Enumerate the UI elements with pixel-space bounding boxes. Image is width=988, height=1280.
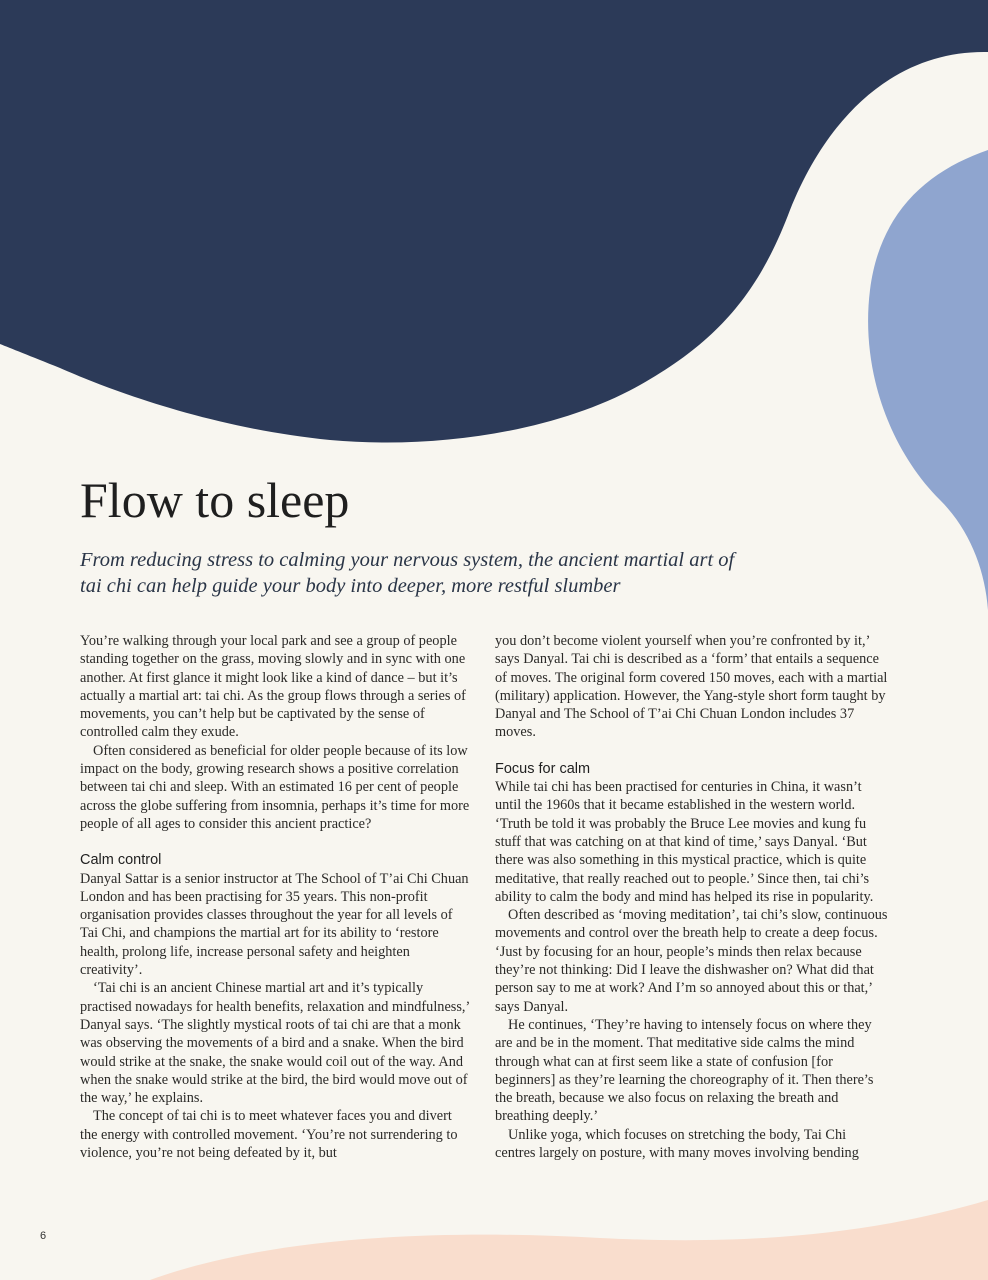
body-paragraph: While tai chi has been practised for centuries in China, it wasn’t until the 1960s that it became established in the western world. ‘Truth be told it was probably the Bruce Lee movies and kung fu stuff that was catching on at that kind of time,’ says Danyal. ‘But there was also something in this mystical practice, which is quite meditative, that really reached out to people.’ Since then, tai chi’s ability to calm the body and mind has helped its rise in popularity. <box>495 779 874 905</box>
body-paragraph: you don’t become violent yourself when you’re confronted by it,’ says Danyal. Tai chi is described as a ‘form’ that entails a sequence of moves. The original form covered 150 moves, each with a martial (military) application. However, the Yang-style short form taught by Danyal and The School of T’ai Chi Chuan London includes 37 moves. <box>495 633 888 741</box>
right-column <box>495 632 890 1162</box>
body-paragraph: Often considered as beneficial for older people because of its low impact on the body, growing research shows a positive correlation between tai chi and sleep. With an estimated 16 per cent of people across the globe suffering from insomnia, perhaps it’s time for more people of all ages to consider this ancient practice? <box>80 742 470 832</box>
body-paragraph: ‘Tai chi is an ancient Chinese martial art and it’s typically practised nowadays for health benefits, relaxation and mindfulness,’ Danyal says. ‘The slightly mystical roots of tai chi are that a monk was observing the movements of a bird and a snake. When the bird would strike at the snake, the snake would coil out of the way. And when the snake would strike at the bird, the bird would move out of the way,’ he explains. <box>80 980 470 1107</box>
body-paragraph: Unlike yoga, which focuses on stretching the body, Tai Chi centres largely on posture, with many moves involving bending <box>495 1126 859 1162</box>
section-heading: Focus for calm <box>495 760 591 777</box>
body-paragraph: Often described as ‘moving meditation’, tai chi’s slow, continuous movements and control over the breath help to create a deep focus. ‘Just by focusing for an hour, people’s minds then relax because they’re not thinking: Did I leave the dishwasher on? What did that person say to me at work? And I’m so annoyed about this or that,’ says Danyal. <box>495 907 888 1015</box>
left-column <box>80 632 472 1162</box>
body-paragraph: Danyal Sattar is a senior instructor at The School of T’ai Chi Chuan London and has been practising for 35 years. This non-profit organisation provides classes throughout the year for all levels of Tai Chi, and champions the martial art for its ability to ‘restore health, prolong life, increase personal safety and heighten creativity’. <box>80 870 469 979</box>
section-heading: Calm control <box>80 852 162 869</box>
article-title: Flow to sleep <box>80 472 350 528</box>
body-paragraph: You’re walking through your local park and see a group of people standing together on the grass, moving slowly and in sync with one another. At first glance it might look like a kind of dance – but it’s actually a martial art: tai chi. As the group flows through a series of movements, you can’t help but be captivated by the sense of controlled calm they exude. <box>80 633 466 741</box>
page-number: 6 <box>40 1230 47 1242</box>
article-standfirst: From reducing stress to calming your nervous system, the ancient martial art of tai chi can help guide your body into deeper, more restful slumber <box>80 549 735 597</box>
body-paragraph: He continues, ‘They’re having to intensely focus on where they are and be in the moment. That meditative side calms the mind through what can at first seem like a state of confusion [for beginners] as they’re learning the choreography of it. Then there’s the breath, because we also focus on relaxing the breath and breathing deeply.’ <box>495 1016 874 1125</box>
body-paragraph: The concept of tai chi is to meet whatever faces you and divert the energy with controlled movement. ‘You’re not surrendering to violence, you’re not being defeated by it, but <box>80 1108 458 1162</box>
